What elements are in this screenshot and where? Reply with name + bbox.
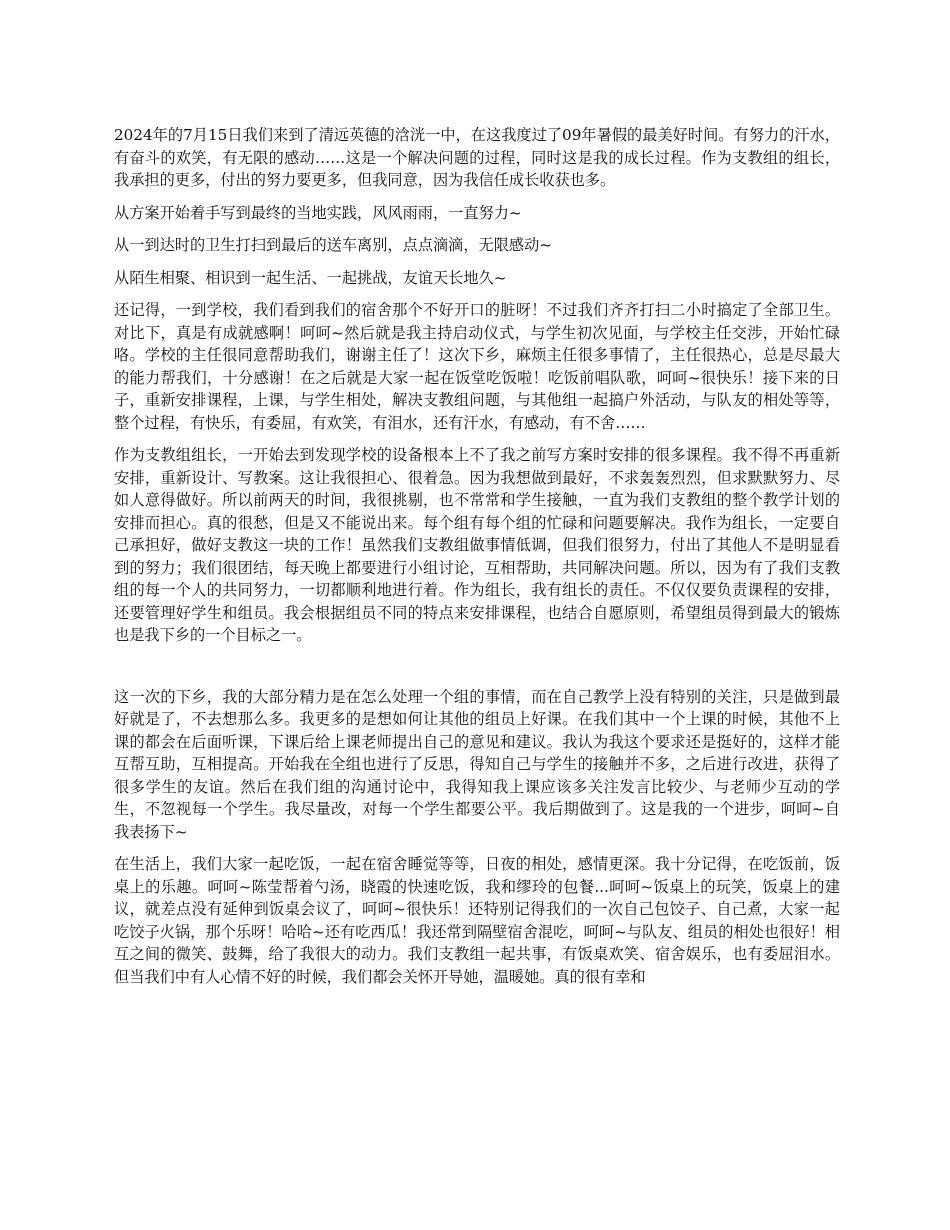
paragraph-memories: 还记得，一到学校，我们看到我们的宿舍那个不好开口的脏呀！不过我们齐齐打扫二小时搞定了全部卫生。对比下，真是有成就感啊！呵呵~然后就是我主持启动仪式，与学生初次见面，与学校主任交涉，开始忙碌咯。学校的主任很同意帮助我们，谢谢主任了！这次下乡，麻烦主任很多事情了，主任很热心，总是尽最大的能力帮我们，十分感谢！在之后就是大家一起在饭堂吃饭啦！吃饭前唱队歌，呵呵~很快乐！接下来的日子，重新安排课程，上课，与学生相处，解决支教组问题，与其他组一起搞户外活动，与队友的相处等等，整个过程，有快乐，有委屈，有欢笑，有泪水，还有汗水，有感动，有不舍…… — [114, 301, 840, 432]
paragraph-intro: 2024年的7月15日我们来到了清远英德的浛洸一中，在这我度过了09年暑假的最美好时间。有努力的汗水，有奋斗的欢笑，有无限的感动……这是一个解决问题的过程，同时这是我的成长过程。作为支教组的组长，我承担的更多，付出的努力要更多，但我同意，因为我信任成长收获也多。 — [114, 126, 840, 189]
paragraph-spacer — [114, 657, 840, 686]
paragraph-line-cleaning: 从一到达时的卫生打扫到最后的送车离别，点点滴滴，无限感动~ — [114, 236, 552, 254]
paragraph-group-leader: 作为支教组组长，一开始去到发现学校的设备根本上不了我之前写方案时安排的很多课程。我不得不再重新安排，重新设计、写教案。这让我很担心、很着急。因为我想做到最好，不求轰轰烈烈，但求默默努力、尽如人意得做好。所以前两天的时间，我很挑剔，也不常常和学生接触，一直为我们支教组的整个教学计划的安排而担心。真的很愁，但是又不能说出来。每个组有每个组的忙碌和问题要解决。我作为组长，一定要自己承担好，做好支教这一块的工作！虽然我们支教组做事情低调，但我们很努力，付出了其他人不是明显看到的努力；我们很团结，每天晚上都要进行小组讨论，互相帮助，共同解决问题。所以，因为有了我们支教组的每一个人的共同努力，一切都顺利地进行着。作为组长，我有组长的责任。不仅仅要负责课程的安排，还要管理好学生和组员。我会根据组员不同的特点来安排课程，也结合自愿原则，希望组员得到最大的锻炼也是我下乡的一个目标之一。 — [114, 446, 840, 644]
paragraph-line-friendship: 从陌生相聚、相识到一起生活、一起挑战，友谊天长地久~ — [114, 268, 507, 287]
paragraph-daily-life: 在生活上，我们大家一起吃饭，一起在宿舍睡觉等等，日夜的相处，感情更深。我十分记得，在吃饭前，饭桌上的乐趣。呵呵~陈莹帮着勺汤，晓霞的快速吃饭，我和缪玲的包餐...呵呵~饭桌上的玩笑，饭桌上的建议，就差点没有延伸到饭桌会议了，呵呵~很快乐！还特别记得我们的一次自己包饺子、自己煮，大家一起吃饺子火锅，那个乐呀！哈哈~还有吃西瓜！我还常到隔壁宿舍混吃，呵呵~与队友、组员的相处也很好！相互之间的微笑、鼓舞，给了我很大的动力。我们支教组一起共事，有饭桌欢笑、宿舍娱乐，也有委屈泪水。但当我们中有人心情不好的时候，我们都会关怀开导她，温暖她。真的很有幸和 — [114, 855, 840, 986]
paragraph-teaching: 这一次的下乡，我的大部分精力是在怎么处理一个组的事情，而在自己教学上没有特别的关注，只是做到最好就是了，不去想那么多。我更多的是想如何让其他的组员上好课。在我们其中一个上课的时候，其他不上课的都会在后面听课，下课后给上课老师提出自己的意见和建议。我认为我这个要求还是挺好的，这样才能互帮互助，互相提高。开始我在全组也进行了反思，得知自己与学生的接触并不多，之后进行改进，获得了很多学生的友谊。然后在我们组的沟通讨论中，我得知我上课应该多关注发言比较少、与老师少互动的学生，不忽视每一个学生。我尽量改，对每一个学生都要公平。我后期做到了。这是我的一个进步，呵呵~自我表扬下~ — [114, 687, 840, 841]
paragraph-line-plan: 从方案开始着手写到最终的当地实践，风风雨雨，一直努力~ — [114, 203, 522, 222]
document-body — [114, 124, 840, 998]
